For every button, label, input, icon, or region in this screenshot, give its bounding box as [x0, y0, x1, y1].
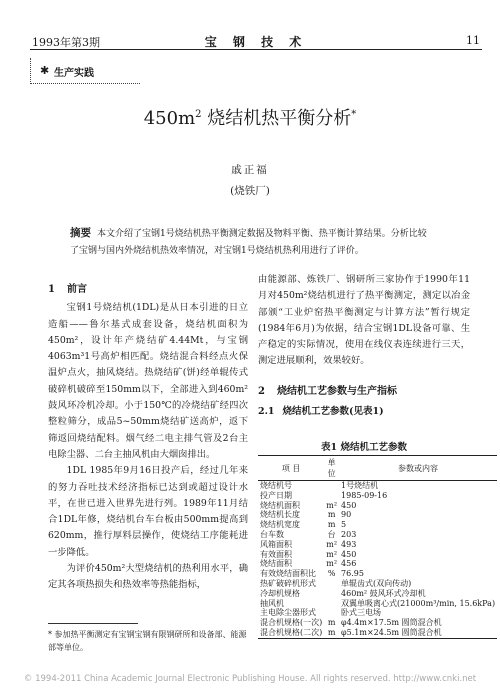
table-cell: m²: [326, 539, 338, 549]
table-row: [258, 618, 497, 628]
journal-name: 宝 钢 技 术: [204, 35, 308, 49]
paragraph: 由能源部、炼铁厂、钢研所三家协作于1990年11月对450m²烧结机进行了热平衡测定，测定以冶金部颁“工业炉窑热平衡测定与计算方法”暂行规定(1984年6月)为依据，结合宝钢1DL设备可靠、生产稳定的实际情况，使用在线仪表连续进行三天，测定进展顺利，效果较好。: [258, 274, 470, 367]
table-cell: m: [324, 628, 339, 638]
table-cell: 台车数: [260, 529, 284, 539]
table-cell: 投产日期: [260, 490, 292, 500]
table-header-row: [258, 456, 497, 481]
table-row: [258, 599, 497, 609]
table-cell: 烧结机号: [260, 481, 292, 490]
issue-number: 1993年第3期: [32, 36, 100, 49]
table-cell: 烧结机长度: [260, 510, 300, 520]
table-row: [258, 569, 497, 579]
table-row: [258, 559, 497, 569]
table-cell: %: [327, 569, 336, 579]
table-row: [258, 491, 497, 501]
table-row: [258, 628, 497, 638]
table-cell: 台: [327, 529, 336, 539]
section-2-heading: [258, 384, 470, 400]
table-header-cell: 项 目: [258, 456, 324, 481]
table-cell: m: [327, 520, 336, 530]
column-label: 生产实践: [54, 68, 94, 79]
article-title: [0, 104, 500, 130]
table-cell: 抽风机: [260, 598, 284, 608]
section-2-number: 2: [258, 385, 265, 397]
star-icon: ✱: [40, 64, 50, 77]
table-row: [258, 589, 497, 599]
title-superscript: 2: [195, 109, 202, 120]
section-2-title: 烧结机工艺参数与生产指标: [276, 385, 397, 397]
table-cell: m: [327, 618, 336, 628]
abstract-text: 本文介绍了宝钢1号烧结机热平衡测定数据及物料平衡、热平衡计算结果。分析比较了宝钢与国内外烧结机热效率情况，对宝钢1号烧结机热利用进行了评价。: [70, 229, 427, 256]
table-header-cell: 参数或内容: [339, 456, 497, 481]
table-cell: 混合机规格(二次): [260, 627, 323, 637]
table-cell: 有效面积: [260, 549, 292, 559]
copyright-notice: © 1994-2011 China Academic Journal Electronic Publishing House. All rights reserved. http://www.cnki.net: [23, 674, 477, 684]
title-area: 450m: [143, 108, 196, 129]
abstract: [70, 225, 430, 260]
table-row: [258, 501, 497, 511]
page-number: 11: [466, 34, 480, 47]
table-cell: m²: [326, 500, 338, 510]
table-cell: 卧式三电场: [341, 608, 382, 618]
author-name: 戚正福: [231, 164, 269, 176]
table-cell: 烧结面积: [260, 559, 292, 569]
title-text: 烧结机热平衡分析: [201, 108, 352, 129]
section-2-1-title: 烧结机工艺参数(见表1): [282, 406, 384, 418]
abstract-keyword: 摘要: [70, 227, 91, 239]
section-2-1-heading: [258, 404, 470, 420]
table-cell: 双翼单吸离心式(21000m³/min, 15.6kPa): [341, 598, 496, 608]
section-1-title: 前言: [66, 284, 87, 295]
table-cell: [324, 599, 339, 609]
table-cell: 76.95: [341, 569, 364, 579]
right-column: [258, 272, 470, 420]
table-cell: 450: [341, 549, 357, 559]
table-cell: 450: [341, 500, 357, 510]
table-row: [258, 550, 497, 560]
table-cell: m: [327, 510, 336, 520]
table-row: [258, 579, 497, 589]
table-row: [258, 520, 497, 530]
table-cell: φ5.1m×24.5m 圆筒混合机: [339, 628, 497, 638]
table-cell: 493: [341, 539, 357, 549]
section-1-heading: [48, 282, 248, 298]
table-cell: [324, 608, 339, 618]
table-cell: [324, 481, 339, 491]
table-cell: [324, 491, 339, 501]
table-cell: 热矿破碎机形式: [260, 578, 316, 588]
table-cell: m²: [326, 549, 338, 559]
table-cell: m²: [326, 559, 338, 569]
paragraph: 为评价450m²大型烧结机的热利用水平，确定其各项热损失和热效率等热能指标，: [48, 563, 248, 591]
table-cell: 1985-09-16: [341, 490, 388, 500]
table-cell: 203: [341, 529, 357, 539]
footnote: * 参加热平衡测定有宝钢宝钢有限钢研所和设备部、能源部等单位。: [48, 630, 247, 652]
table-row: [258, 481, 497, 491]
paragraph: 宝钢1号烧结机(1DL)是从日本引进的日立造船——鲁尔基式成套设备，烧结机面积为450m²，设计年产烧结矿4.44Mt，与宝钢4063m³1号高炉相匹配。烧结混合料经点火保温炉点火，抽风烧结。热烧结矿(饼)经单辊传式破碎机破碎至150mm以下，全部进入到460m²鼓风环冷机冷却。小于150℃的冷烧结矿经四次整粒筛分，成品5~50mm烧结矿送高炉，返下筛返回烧结配料。烟气经二电主排气管及2台主电除尘器、二台主抽风机由大烟囱排出。: [48, 302, 248, 460]
section-1-number: 1: [48, 284, 55, 295]
table-cell: 烧结机宽度: [260, 520, 300, 530]
table-cell: 1号烧结机: [341, 481, 379, 490]
table-cell: φ4.4m×17.5m 圆筒混合机: [341, 618, 442, 628]
paragraph: 1DL 1985年9月16日投产后，经过几年来的努力吞吐技术经济指标已达到或超过设计水平，在世已进入世界先进行列。1989年11月结合1DL年修，烧结机台车台板由500mm提高到620mm，推行厚料层操作，使烧结工序能耗进一步降低。: [48, 465, 248, 558]
section-2-1-number: 2.1: [258, 406, 275, 418]
table-cell: [324, 589, 339, 599]
table-cell: 风箱面积: [260, 539, 292, 549]
table-cell: [324, 579, 339, 589]
table-header-cell: 单位: [324, 456, 339, 481]
table-cell: 460m² 鼓风环式冷却机: [341, 588, 426, 598]
table-title: 表1 烧结机工艺参数: [321, 442, 407, 453]
table-cell: 90: [341, 510, 352, 520]
table-cell: 混合机规格(一次): [260, 618, 323, 628]
parameters-table: [258, 455, 497, 639]
table-row: [258, 608, 497, 618]
table-row: [258, 530, 497, 540]
table-body: [258, 481, 497, 639]
table-cell: 有效烧结面积比: [260, 569, 316, 579]
title-footnote-mark: *: [351, 109, 357, 120]
table-row: [258, 540, 497, 550]
author-affiliation: (烧铁厂): [230, 185, 270, 197]
table-cell: 456: [341, 559, 357, 569]
footnote-rule: [48, 623, 138, 624]
table-row: [258, 510, 497, 520]
left-column: [48, 282, 248, 594]
table-cell: 主电除尘器形式: [260, 608, 316, 618]
page-header: [30, 32, 482, 50]
table-cell: 5: [341, 520, 347, 530]
table-cell: 单辊齿式(双向传动): [341, 578, 412, 588]
table-cell: 烧结机面积: [260, 500, 300, 510]
table-cell: 冷却机规格: [260, 588, 300, 598]
